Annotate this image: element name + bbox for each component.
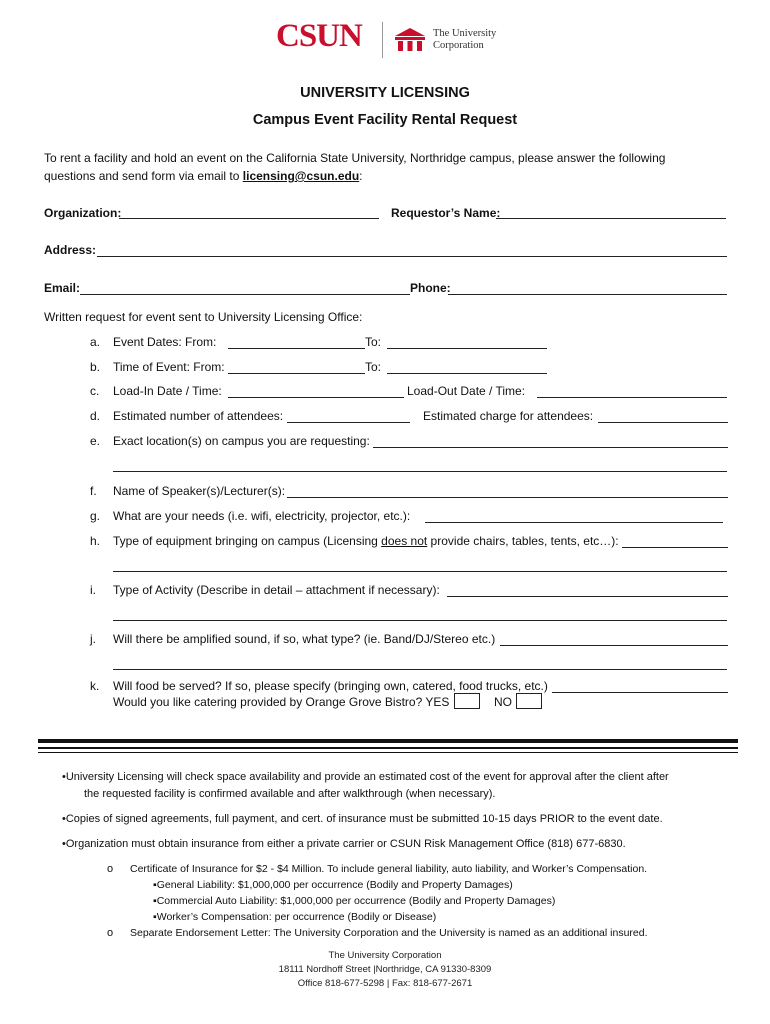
requestor-field[interactable] [496, 218, 726, 219]
speakers-field[interactable] [287, 497, 728, 498]
equipment-field[interactable] [622, 547, 728, 548]
university-corporation-icon [393, 27, 427, 53]
item-e-label: Exact location(s) on campus you are requesting: [113, 434, 370, 448]
section-divider-thin [38, 752, 738, 753]
note-availability: •University Licensing will check space availability and provide an estimated cost of the event for approval after the client after [62, 771, 669, 783]
note-auto-liability: ▪Commercial Auto Liability: $1,000,000 per occurrence (Bodily and Property Damages) [153, 895, 556, 907]
logo-divider [382, 22, 383, 58]
csun-logo: CSUN [276, 18, 362, 54]
note-payment: •Copies of signed agreements, full payment, and cert. of insurance must be submitted 10-15 days PRIOR to the event date. [62, 813, 663, 825]
phone-label: Phone: [410, 281, 451, 295]
sub-bullet-2: o [107, 927, 114, 939]
address-label: Address: [44, 243, 97, 257]
item-a-label: Event Dates: From: [113, 335, 217, 349]
page-title: UNIVERSITY LICENSING [300, 85, 470, 101]
item-d-label2: Estimated charge for attendees: [423, 409, 594, 423]
charge-field[interactable] [598, 422, 728, 423]
intro-suffix: : [359, 169, 363, 183]
item-h-underline: does not [381, 534, 428, 548]
item-j-label: Will there be amplified sound, if so, what type? (ie. Band/DJ/Stereo etc.) [113, 632, 496, 646]
item-g-label: What are your needs (i.e. wifi, electricity, projector, etc.): [113, 509, 411, 523]
catering-question: Would you like catering provided by Orange Grove Bistro? YES [113, 695, 450, 709]
section-divider-mid [38, 747, 738, 749]
catering-yes-checkbox[interactable] [454, 693, 480, 709]
note-endorsement: Separate Endorsement Letter: The University Corporation and the University is named as an additional insured. [130, 927, 648, 939]
equipment-field-line2[interactable] [113, 571, 727, 572]
requestor-label: Requestor’s Name: [391, 206, 501, 220]
item-h-letter: h. [90, 534, 101, 548]
note-availability-cont: the requested facility is confirmed available and after walkthrough (when necessary). [84, 788, 496, 800]
section-divider-thick [38, 739, 738, 743]
corp-line1: The University [433, 28, 497, 39]
corp-line2: Corporation [433, 40, 484, 51]
footer-org: The University Corporation [328, 950, 442, 961]
event-date-to-field[interactable] [387, 348, 547, 349]
load-out-field[interactable] [537, 397, 727, 398]
item-f-letter: f. [90, 484, 97, 498]
load-in-field[interactable] [228, 397, 404, 398]
item-e-letter: e. [90, 434, 101, 448]
item-d-label: Estimated number of attendees: [113, 409, 284, 423]
item-h-label [113, 534, 619, 548]
note-general-liability: ▪General Liability: $1,000,000 per occurrence (Bodily and Property Damages) [153, 879, 513, 891]
item-k-letter: k. [90, 679, 100, 693]
food-field[interactable] [552, 692, 728, 693]
item-k-label: Will food be served? If so, please specify (bringing own, catered, food trucks, etc.) [113, 679, 548, 693]
item-c-label2: Load-Out Date / Time: [407, 384, 526, 398]
activity-field[interactable] [447, 596, 728, 597]
intro-line2 [44, 169, 363, 183]
sound-field-line2[interactable] [113, 669, 727, 670]
event-time-to-field[interactable] [387, 373, 547, 374]
item-h-post: provide chairs, tables, tents, etc…): [427, 534, 619, 548]
item-b-to: To: [365, 360, 382, 374]
page-subtitle: Campus Event Facility Rental Request [252, 112, 518, 128]
intro-line1: To rent a facility and hold an event on the California State University, Northridge campus, please answer the following [44, 151, 666, 165]
item-g-letter: g. [90, 509, 101, 523]
item-j-letter: j. [90, 632, 96, 646]
sound-field[interactable] [500, 645, 728, 646]
item-a-to: To: [365, 335, 382, 349]
location-field-line2[interactable] [113, 471, 727, 472]
item-b-letter: b. [90, 360, 101, 374]
item-h-pre: Type of equipment bringing on campus (Licensing [113, 534, 382, 548]
item-c-label: Load-In Date / Time: [113, 384, 222, 398]
email-field[interactable] [80, 294, 410, 295]
written-request-text: Written request for event sent to University Licensing Office: [44, 310, 363, 324]
intro-prefix: questions and send form via email to [44, 169, 243, 183]
event-date-from-field[interactable] [228, 348, 365, 349]
item-b-label: Time of Event: From: [113, 360, 225, 374]
organization-label: Organization: [44, 206, 122, 220]
note-workers-comp: ▪Worker’s Compensation: per occurrence (Bodily or Disease) [153, 911, 437, 923]
address-field[interactable] [97, 256, 727, 257]
footer-contact: Office 818-677-5298 | Fax: 818-677-2671 [297, 978, 473, 989]
note-insurance: •Organization must obtain insurance from either a private carrier or CSUN Risk Management Office (818) 677-6830. [62, 838, 626, 850]
location-field[interactable] [373, 447, 728, 448]
item-a-letter: a. [90, 335, 101, 349]
email-label: Email: [44, 281, 81, 295]
catering-no-checkbox[interactable] [516, 693, 542, 709]
note-certificate: Certificate of Insurance for $2 - $4 Million. To include general liability, auto liability, and Worker’s Compensation. [130, 863, 648, 875]
item-d-letter: d. [90, 409, 101, 423]
organization-field[interactable] [119, 218, 379, 219]
phone-field[interactable] [448, 294, 727, 295]
catering-no-label: NO [494, 695, 512, 709]
attendees-field[interactable] [287, 422, 410, 423]
needs-field[interactable] [425, 522, 723, 523]
corp-logo-text [433, 28, 496, 52]
event-time-from-field[interactable] [228, 373, 365, 374]
footer-address: 18111 Nordhoff Street |Northridge, CA 91330-8309 [278, 964, 492, 975]
item-i-letter: i. [90, 583, 96, 597]
email-link[interactable]: licensing@csun.edu [242, 169, 360, 183]
sub-bullet-1: o [107, 863, 114, 875]
item-i-label: Type of Activity (Describe in detail – attachment if necessary): [113, 583, 440, 597]
item-f-label: Name of Speaker(s)/Lecturer(s): [113, 484, 286, 498]
item-c-letter: c. [90, 384, 100, 398]
activity-field-line2[interactable] [113, 620, 727, 621]
